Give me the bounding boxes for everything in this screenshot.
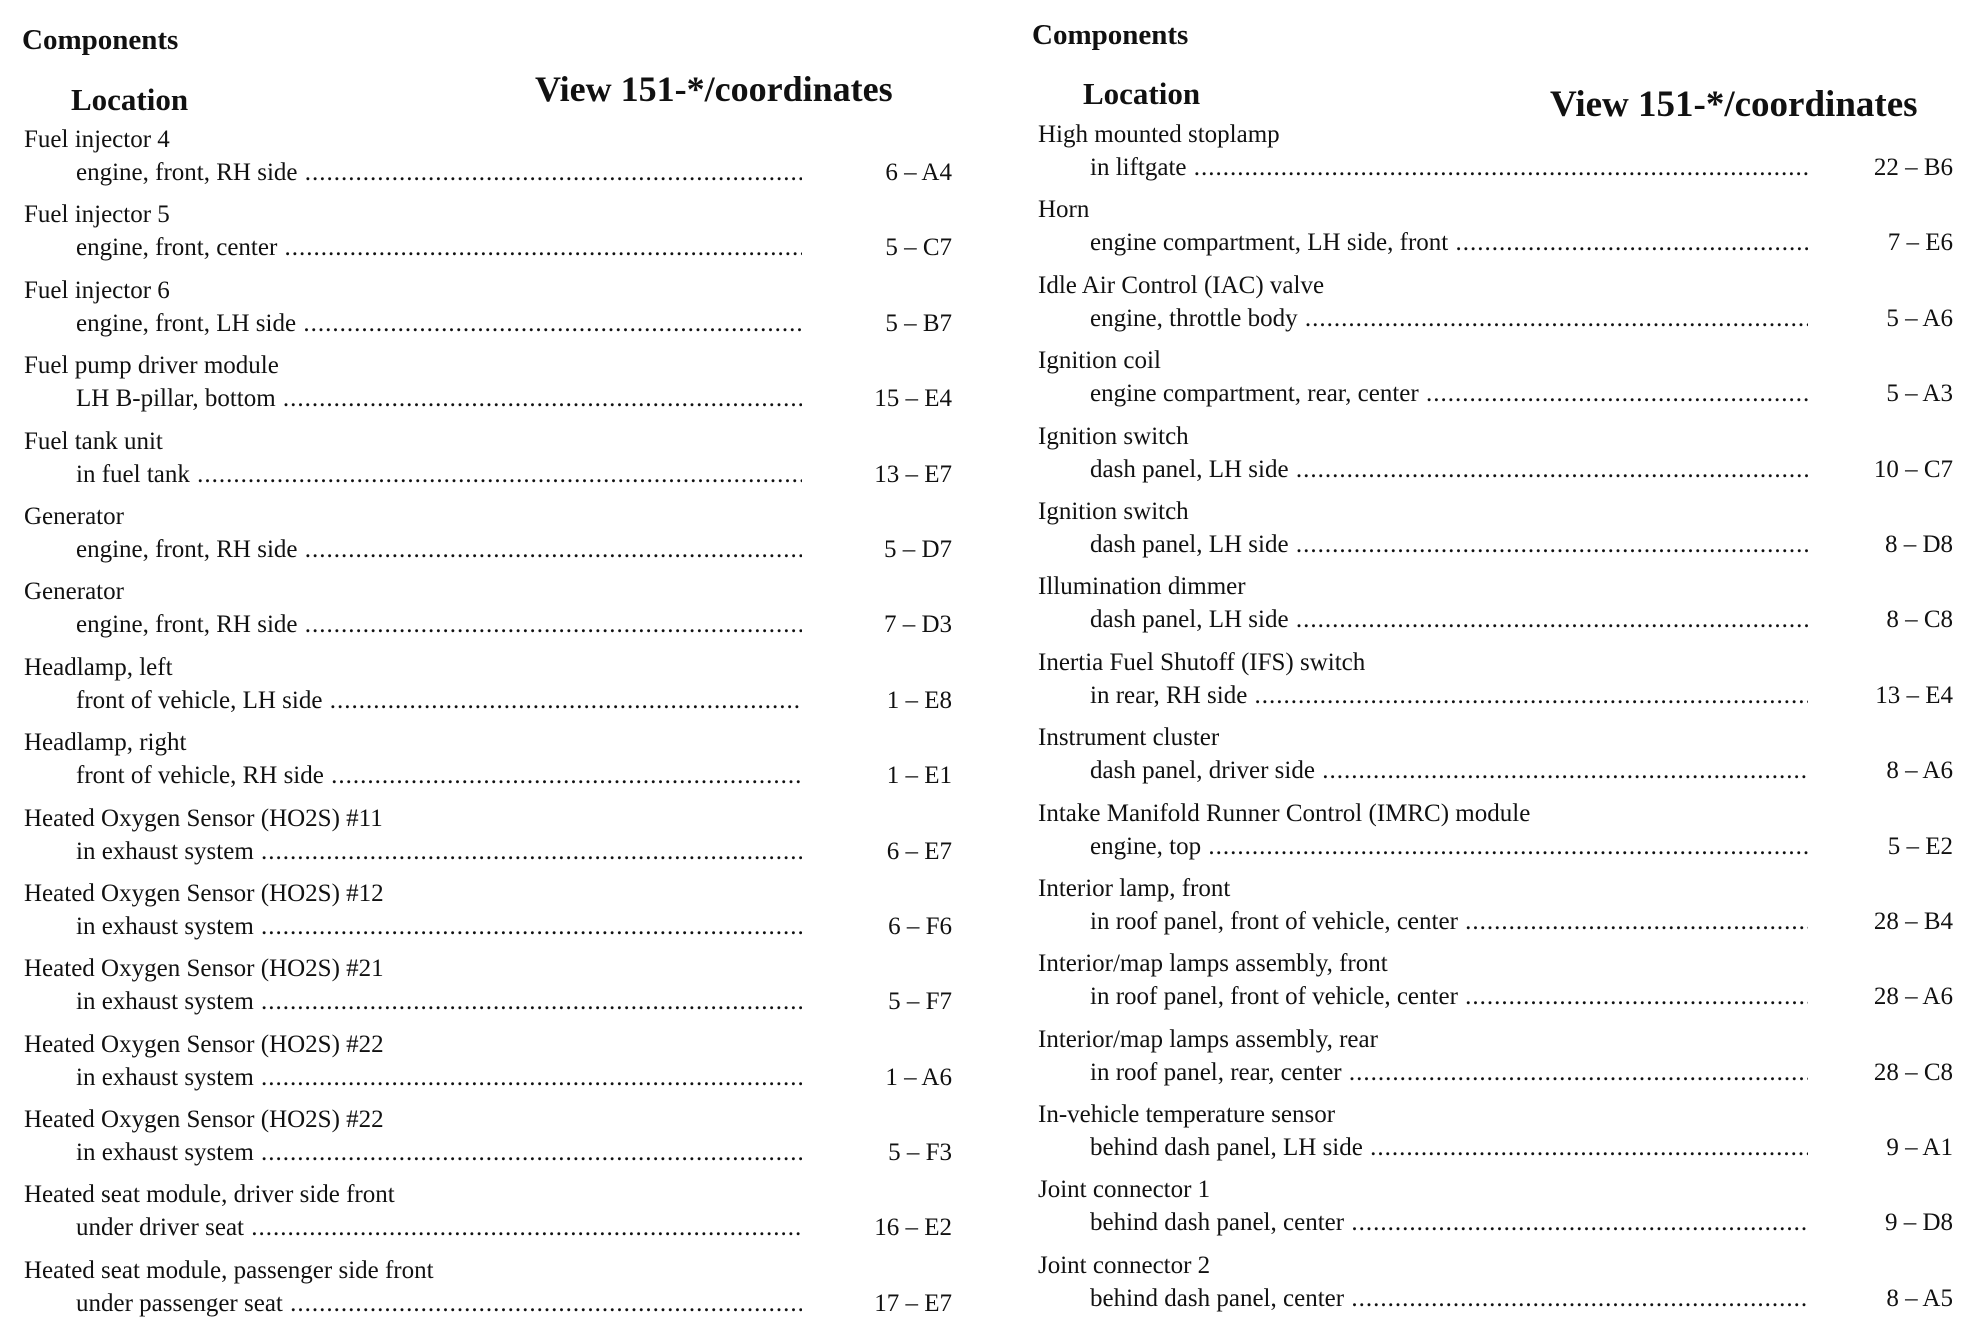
component-name: Heated seat module, passenger side front [24, 1256, 434, 1284]
view-coordinate: 5 – C7 [802, 232, 952, 264]
view-coordinate: 8 – A5 [1808, 1283, 1953, 1315]
view-coordinate: 8 – D8 [1808, 529, 1953, 561]
component-name: Fuel pump driver module [24, 352, 279, 380]
view-coordinate: 5 – A6 [1808, 303, 1953, 335]
view-coordinate: 9 – D8 [1808, 1207, 1953, 1239]
component-location: in fuel tank ..... [76, 459, 802, 491]
component-location: under passenger seat ..... [76, 1288, 802, 1320]
component-name: Intake Manifold Runner Control (IMRC) module [1038, 799, 1531, 827]
component-location: in exhaust system ..... [76, 1062, 802, 1094]
view-coordinate: 5 – F7 [802, 986, 952, 1018]
component-location: engine compartment, LH side, front ..... [1090, 227, 1808, 259]
location-header: Location [71, 82, 189, 117]
section-title: Components [22, 24, 179, 56]
component-location: under driver seat ..... [76, 1212, 802, 1244]
component-location: behind dash panel, center ..... [1090, 1207, 1808, 1239]
view-coordinate: 15 – E4 [802, 383, 952, 415]
component-location: dash panel, LH side ..... [1090, 604, 1808, 636]
view-coordinate: 22 – B6 [1808, 152, 1953, 184]
view-coordinate: 8 – C8 [1808, 604, 1953, 636]
view-coordinate: 13 – E4 [1808, 680, 1953, 712]
component-name: In-vehicle temperature sensor [1038, 1101, 1336, 1129]
view-coordinate: 5 – F3 [802, 1137, 952, 1169]
view-coordinate: 8 – A6 [1808, 755, 1953, 787]
component-location: in exhaust system ..... [76, 911, 802, 943]
component-location: engine, throttle body ..... [1090, 303, 1808, 335]
section-title: Components [1032, 19, 1189, 51]
component-name: Interior/map lamps assembly, front [1038, 950, 1388, 978]
component-name: Fuel injector 4 [24, 126, 170, 153]
component-name: High mounted stoplamp [1038, 121, 1280, 148]
component-location: LH B-pillar, bottom ..... [76, 383, 802, 415]
component-location: in exhaust system ..... [76, 986, 802, 1018]
component-name: Heated Oxygen Sensor (HO2S) #22 [24, 1030, 384, 1058]
component-location: behind dash panel, center ..... [1090, 1283, 1808, 1315]
component-location: engine, front, RH side ..... [76, 609, 802, 641]
component-name: Fuel injector 6 [24, 276, 170, 304]
component-location: dash panel, LH side ..... [1090, 454, 1808, 486]
view-coordinate: 10 – C7 [1808, 454, 1953, 486]
view-coordinates-header: View 151-*/coordinates [535, 69, 893, 109]
component-name: Interior lamp, front [1038, 874, 1231, 902]
component-location: engine, front, RH side ..... [76, 157, 802, 189]
component-location: in exhaust system ..... [76, 836, 802, 868]
component-location: engine compartment, rear, center ..... [1090, 378, 1808, 410]
component-location: behind dash panel, LH side ..... [1090, 1132, 1808, 1164]
component-name: Instrument cluster [1038, 724, 1220, 752]
location-header: Location [1083, 76, 1201, 111]
view-coordinate: 16 – E2 [802, 1212, 952, 1244]
component-name: Idle Air Control (IAC) valve [1038, 271, 1325, 299]
component-name: Fuel tank unit [24, 427, 163, 455]
component-location: in roof panel, front of vehicle, center ..... [1090, 981, 1808, 1013]
view-coordinate: 28 – B4 [1808, 906, 1953, 938]
component-location: in roof panel, front of vehicle, center ..... [1090, 906, 1808, 938]
component-location: front of vehicle, LH side ..... [76, 685, 802, 717]
view-coordinate: 5 – A3 [1808, 378, 1953, 410]
component-name: Horn [1038, 196, 1090, 224]
view-coordinate: 6 – F6 [802, 911, 952, 943]
component-name: Ignition switch [1038, 497, 1189, 525]
component-location: dash panel, LH side ..... [1090, 529, 1808, 561]
view-coordinate: 13 – E7 [802, 459, 952, 491]
view-coordinate: 28 – A6 [1808, 981, 1953, 1013]
view-coordinate: 1 – E8 [802, 685, 952, 717]
component-name: Heated Oxygen Sensor (HO2S) #22 [24, 1106, 384, 1134]
component-name: Heated Oxygen Sensor (HO2S) #12 [24, 879, 384, 907]
component-name: Inertia Fuel Shutoff (IFS) switch [1038, 648, 1366, 676]
component-name: Heated Oxygen Sensor (HO2S) #21 [24, 955, 384, 983]
component-name: Ignition switch [1038, 422, 1189, 450]
component-location: in rear, RH side ..... [1090, 680, 1808, 712]
view-coordinate: 5 – E2 [1808, 831, 1953, 863]
component-location: engine, front, LH side ..... [76, 308, 802, 340]
view-coordinate: 5 – B7 [802, 308, 952, 340]
component-name: Heated seat module, driver side front [24, 1181, 395, 1209]
view-coordinate: 17 – E7 [802, 1288, 952, 1320]
component-location: front of vehicle, RH side ..... [76, 760, 802, 792]
view-coordinate: 7 – D3 [802, 609, 952, 641]
view-coordinate: 9 – A1 [1808, 1132, 1953, 1164]
component-name: Illumination dimmer [1038, 573, 1246, 601]
view-coordinate: 28 – C8 [1808, 1057, 1953, 1089]
component-name: Fuel injector 5 [24, 201, 170, 229]
component-name: Joint connector 2 [1038, 1251, 1211, 1279]
component-name: Heated Oxygen Sensor (HO2S) #11 [24, 804, 383, 832]
view-coordinate: 7 – E6 [1808, 227, 1953, 259]
component-name: Generator [24, 578, 124, 606]
view-coordinate: 6 – E7 [802, 836, 952, 868]
component-location: engine, front, RH side ..... [76, 534, 802, 566]
component-name: Ignition coil [1038, 347, 1161, 375]
view-coordinate: 1 – A6 [802, 1062, 952, 1094]
component-name: Headlamp, left [24, 653, 173, 681]
view-coordinate: 6 – A4 [802, 157, 952, 189]
component-name: Generator [24, 502, 124, 530]
component-name: Interior/map lamps assembly, rear [1038, 1025, 1378, 1053]
component-location: in exhaust system ..... [76, 1137, 802, 1169]
component-name: Joint connector 1 [1038, 1176, 1211, 1204]
component-location: in roof panel, rear, center ..... [1090, 1057, 1808, 1089]
view-coordinate: 5 – D7 [802, 534, 952, 566]
view-coordinate: 1 – E1 [802, 760, 952, 792]
component-location: engine, top ..... [1090, 831, 1808, 863]
component-location: dash panel, driver side ..... [1090, 755, 1808, 787]
component-location: engine, front, center ..... [76, 232, 802, 264]
view-coordinates-header: View 151-*/coordinates [1550, 84, 1918, 125]
component-location: in liftgate ..... [1090, 152, 1808, 184]
component-name: Headlamp, right [24, 729, 187, 757]
